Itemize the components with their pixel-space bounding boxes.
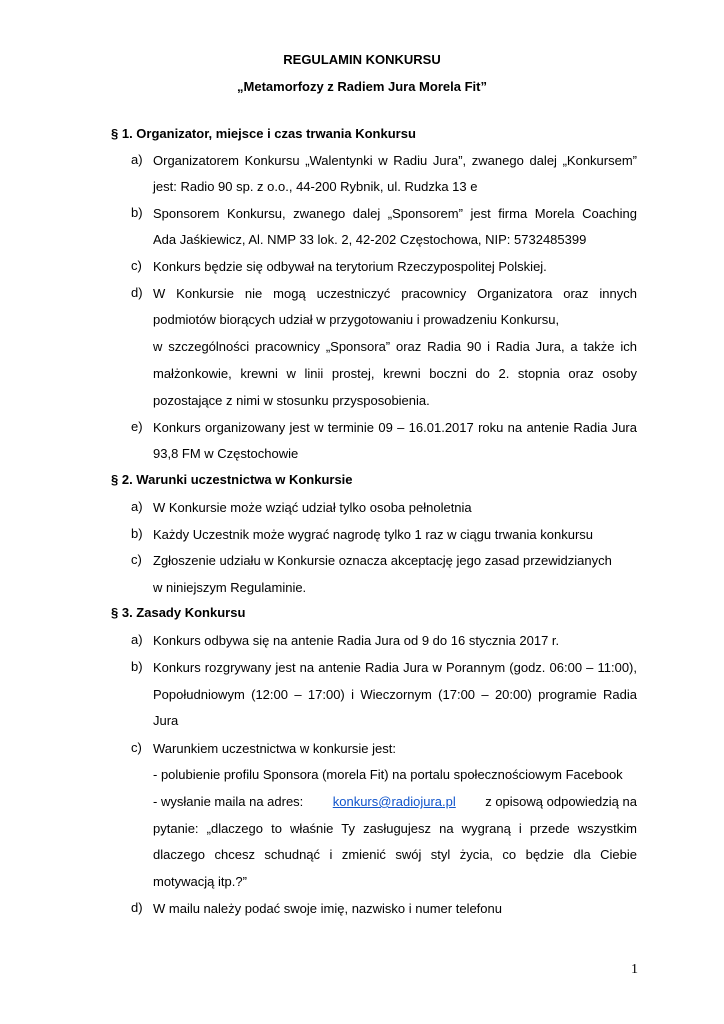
text-line: Popołudniowym (12:00 – 17:00) i Wieczornym (17:00 – 20:00) programie Radia <box>153 687 637 702</box>
list-marker: a) <box>131 499 143 514</box>
text-line: Konkurs będzie się odbywał na terytorium Rzeczypospolitej Polskiej. <box>153 259 547 274</box>
section-3-heading: § 3. Zasady Konkursu <box>111 605 246 620</box>
text-line: podmiotów biorących udział w przygotowaniu i prowadzeniu Konkursu, <box>153 312 560 327</box>
text-line: Konkurs odbywa się na antenie Radia Jura od 9 do 16 stycznia 2017 r. <box>153 633 560 648</box>
text-line: Organizatorem Konkursu „Walentynki w Radiu Jura”, zwanego dalej „Konkursem” <box>153 153 637 168</box>
text-line: Zgłoszenie udziału w Konkursie oznacza akceptację jego zasad przewidzianych <box>153 553 612 568</box>
list-marker: c) <box>131 740 142 755</box>
text-line: pytanie: „dlaczego to właśnie Ty zasługujesz na wygraną i przede wszystkim <box>153 821 637 836</box>
list-marker: c) <box>131 258 142 273</box>
list-marker: c) <box>131 552 142 567</box>
document-title: REGULAMIN KONKURSU <box>283 52 441 67</box>
list-marker: a) <box>131 152 143 167</box>
text-line: Warunkiem uczestnictwa w konkursie jest: <box>153 741 396 756</box>
list-marker: e) <box>131 419 143 434</box>
text-line: Każdy Uczestnik może wygrać nagrodę tylko 1 raz w ciągu trwania konkursu <box>153 527 594 542</box>
document-subtitle: „Metamorfozy z Radiem Jura Morela Fit” <box>237 79 487 94</box>
list-marker: b) <box>131 526 143 541</box>
list-marker: d) <box>131 285 143 300</box>
text-line: W Konkursie nie mogą uczestniczyć pracownicy Organizatora oraz innych <box>153 286 637 301</box>
text-line: Konkurs rozgrywany jest na antenie Radia Jura w Porannym (godz. 06:00 – 11:00), <box>153 660 637 675</box>
list-marker: a) <box>131 632 143 647</box>
list-marker: b) <box>131 205 143 220</box>
text-line: Jura <box>153 713 179 728</box>
text-line: Ada Jaśkiewicz, Al. NMP 33 lok. 2, 42-202 Częstochowa, NIP: 5732485399 <box>153 232 587 247</box>
section-2-heading: § 2. Warunki uczestnictwa w Konkursie <box>111 472 353 487</box>
text-line: w niniejszym Regulaminie. <box>153 580 307 595</box>
text-segment: - wysłanie maila na adres: <box>153 794 304 809</box>
text-line: 93,8 FM w Częstochowie <box>153 446 299 461</box>
text-line: W mailu należy podać swoje imię, nazwisko i numer telefonu <box>153 901 502 916</box>
email-link[interactable]: konkurs@radiojura.pl <box>332 794 456 809</box>
text-line: pozostające z nimi w stosunku przysposobienia. <box>153 393 430 408</box>
text-line: dlaczego chcesz schudnąć i zmienić swój styl życia, co będzie dla Ciebie <box>153 847 637 862</box>
section-1-heading: § 1. Organizator, miejsce i czas trwania Konkursu <box>111 126 416 141</box>
text-line: małżonkowie, krewni w linii prostej, krewni boczni do 2. stopnia oraz osoby <box>153 366 637 381</box>
text-line: w szczególności pracownicy „Sponsora” oraz Radia 90 i Radia Jura, a także ich <box>153 339 637 354</box>
page-number: 1 <box>631 962 638 977</box>
text-line: W Konkursie może wziąć udział tylko osoba pełnoletnia <box>153 500 472 515</box>
text-line: jest: Radio 90 sp. z o.o., 44-200 Rybnik, ul. Rudzka 13 e <box>153 179 478 194</box>
text-line: - polubienie profilu Sponsora (morela Fit) na portalu społecznościowym Facebook <box>153 767 623 782</box>
text-line <box>153 793 637 811</box>
text-segment: z opisową odpowiedzią na <box>485 794 637 809</box>
text-line: Konkurs organizowany jest w terminie 09 – 16.01.2017 roku na antenie Radia Jura <box>153 420 637 435</box>
list-marker: d) <box>131 900 143 915</box>
list-marker: b) <box>131 659 143 674</box>
text-line: motywacją itp.?” <box>153 874 247 889</box>
text-line: Sponsorem Konkursu, zwanego dalej „Sponsorem” jest firma Morela Coaching <box>153 206 637 221</box>
